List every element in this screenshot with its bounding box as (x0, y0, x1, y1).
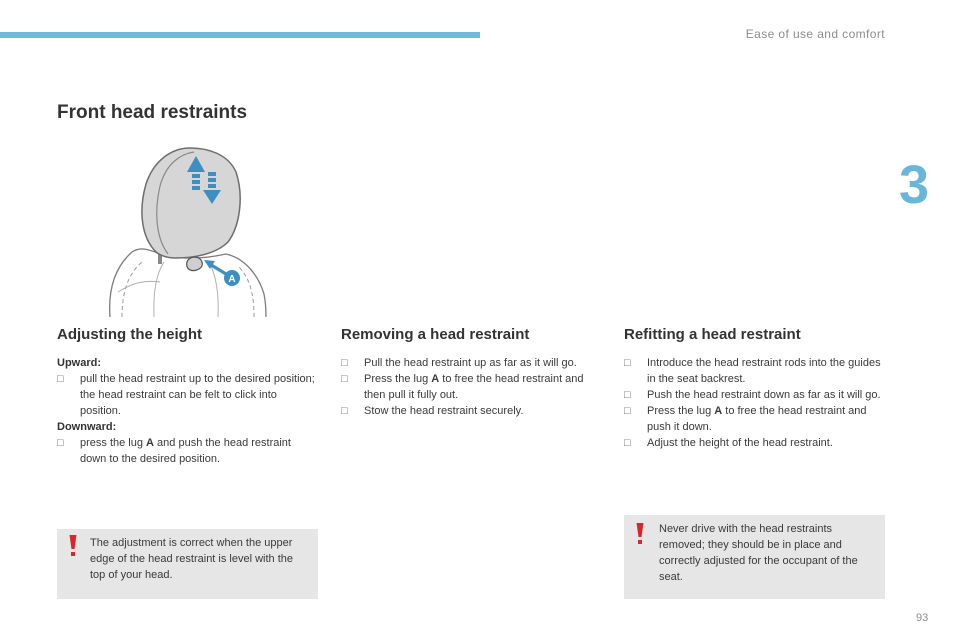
seat-seam-right (238, 266, 254, 317)
downward-list (57, 435, 319, 467)
removing-section (341, 326, 603, 419)
lug-reference: A (146, 437, 154, 449)
list-item-text: Stow the head restraint securely. (364, 405, 524, 417)
upward-list (57, 371, 319, 419)
checkbox-bullet-icon: □ (624, 357, 631, 369)
list-item (341, 403, 603, 419)
checkbox-bullet-icon: □ (341, 405, 348, 417)
checkbox-bullet-icon: □ (57, 373, 64, 385)
exclamation-warning-icon (69, 535, 77, 557)
header-accent-bar (0, 32, 480, 38)
warning-note (624, 515, 885, 599)
adjusting-height-section (57, 326, 319, 467)
list-item (624, 403, 886, 435)
exclamation-warning-icon (636, 523, 644, 545)
list-item-text-after: to free the head restraint and push it down. (647, 405, 867, 433)
list-item (341, 355, 603, 371)
adjustment-note (57, 529, 318, 599)
list-item-text: Push the head restraint down as far as it will go. (647, 389, 881, 401)
list-item-text: pull the head restraint up to the desired position; the head restraint can be felt to click into position. (80, 373, 315, 417)
removing-heading: Removing a head restraint (341, 326, 530, 343)
seat-seam-left (122, 262, 142, 317)
list-item-text: Pull the head restraint up as far as it will go. (364, 357, 577, 369)
lug-reference: A (431, 373, 440, 385)
seat-backrest-outline (110, 249, 266, 317)
head-restraint-illustration (98, 142, 278, 320)
list-item-text-before: press the lug (80, 437, 147, 449)
section-label: Ease of use and comfort (745, 27, 885, 41)
list-item-text-before: Press the lug (647, 405, 715, 417)
list-item-text-after: and push the head restraint down to the desired position. (80, 437, 291, 465)
removing-list (341, 355, 603, 419)
chapter-number: 3 (899, 155, 930, 215)
lug-a (187, 257, 203, 270)
checkbox-bullet-icon: □ (624, 405, 631, 417)
seat-seam-center-2 (210, 264, 218, 317)
upward-label: Upward: (57, 357, 101, 369)
checkbox-bullet-icon: □ (341, 373, 348, 385)
checkbox-bullet-icon: □ (624, 437, 631, 449)
seat-shoulder-line (118, 281, 160, 292)
list-item (57, 371, 319, 419)
list-item-text: Adjust the height of the head restraint. (647, 437, 833, 449)
list-item (624, 355, 886, 387)
list-item-text-before: Press the lug (364, 373, 432, 385)
list-item (341, 371, 603, 403)
adjustment-note-text: The adjustment is correct when the upper edge of the head restraint is level with the top of your head. (90, 537, 294, 581)
warning-note-text: Never drive with the head restraints removed; they should be in place and correctly adjusted for the occupant of the seat. (659, 523, 858, 583)
callout-a-letter: A (228, 274, 236, 285)
checkbox-bullet-icon: □ (341, 357, 348, 369)
downward-label: Downward: (57, 421, 117, 433)
list-item (624, 435, 886, 451)
page-title: Front head restraints (57, 102, 248, 123)
list-item (57, 435, 319, 467)
refitting-list (624, 355, 886, 451)
seat-seam-center (154, 262, 164, 317)
checkbox-bullet-icon: □ (624, 389, 631, 401)
list-item-text: Introduce the head restraint rods into the guides in the seat backrest. (647, 357, 881, 385)
adjusting-height-heading: Adjusting the height (57, 326, 202, 343)
refitting-heading: Refitting a head restraint (624, 326, 801, 343)
checkbox-bullet-icon: □ (57, 437, 64, 449)
list-item-text-after: to free the head restraint and then pull it fully out. (364, 373, 584, 401)
page-number: 93 (916, 612, 929, 624)
lug-reference: A (714, 405, 723, 417)
list-item (624, 387, 886, 403)
refitting-section (624, 326, 886, 451)
